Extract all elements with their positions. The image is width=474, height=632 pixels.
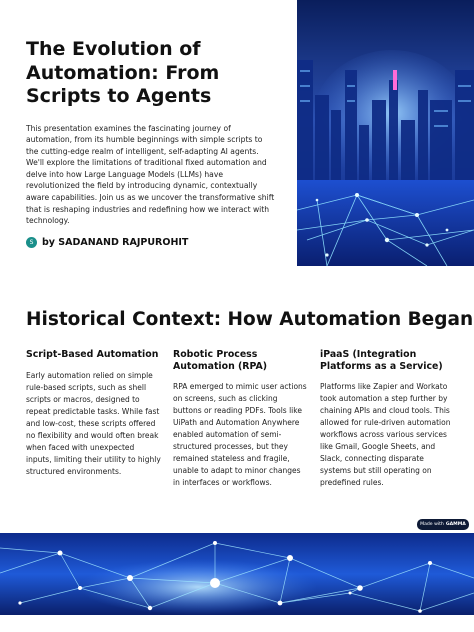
network-illustration: [0, 533, 474, 615]
column-text: Platforms like Zapier and Workato took automation a step further by chaining APIs and cloud tools. This allowed for rule-driven automation workflows across various services like Gmail, Google Sheets, and Slack, connecting disparate systems but still operating on predefined rules.: [320, 382, 451, 487]
column-heading: Robotic Process Automation (RPA): [173, 349, 268, 372]
badge-prefix: Made with: [420, 522, 444, 527]
column-heading: iPaaS (Integration Platforms as a Service): [320, 349, 443, 372]
hero-text: [26, 38, 276, 248]
badge-brand: GAMMA: [445, 522, 466, 527]
column-heading: Script-Based Automation: [26, 349, 159, 360]
intro-paragraph: This presentation examines the fascinating journey of automation, from its humble beginnings with simple scripts to the cutting-edge realm of intelligent, self-adapting AI agents. We'll explore the limitations of traditional fixed automation and delve into how Large Language Models (LLMs) have revolutionized the field by introducing dynamic, contextually aware capabilities. Join us as we uncover the transformative shift that is reshaping industries and redefining how we interact with technology.: [26, 123, 275, 226]
section-title: Historical Context: How Automation Began: [26, 309, 474, 330]
page-title: The Evolution of Automation: From Scripts to Agents: [26, 38, 220, 107]
hero-section: [0, 0, 474, 272]
byline: [26, 237, 276, 248]
column-rpa: [173, 349, 308, 489]
column-script-based: [26, 349, 161, 478]
column-text: Early automation relied on simple rule-based scripts, such as shell scripts or macros, designed to repeat predictable tasks. While fast and low-cost, these scripts offered no flexibility and would often break when faced with unexpected inputs, limiting their utility to highly structured environments.: [26, 370, 161, 476]
column-text: RPA emerged to mimic user actions on screens, such as clicking buttons or reading PDFs. Tools like UiPath and Automation Anywhere enabled automation of semi-structured processes, but they remained stateless and fragile, unable to adapt to minor changes in interfaces or workflows.: [173, 382, 307, 487]
avatar: S: [26, 237, 37, 248]
column-ipaas: [320, 349, 455, 489]
author-name: by SADANAND RAJPUROHIT: [42, 236, 189, 248]
city-illustration: [297, 0, 474, 266]
made-with-badge[interactable]: [417, 519, 469, 530]
